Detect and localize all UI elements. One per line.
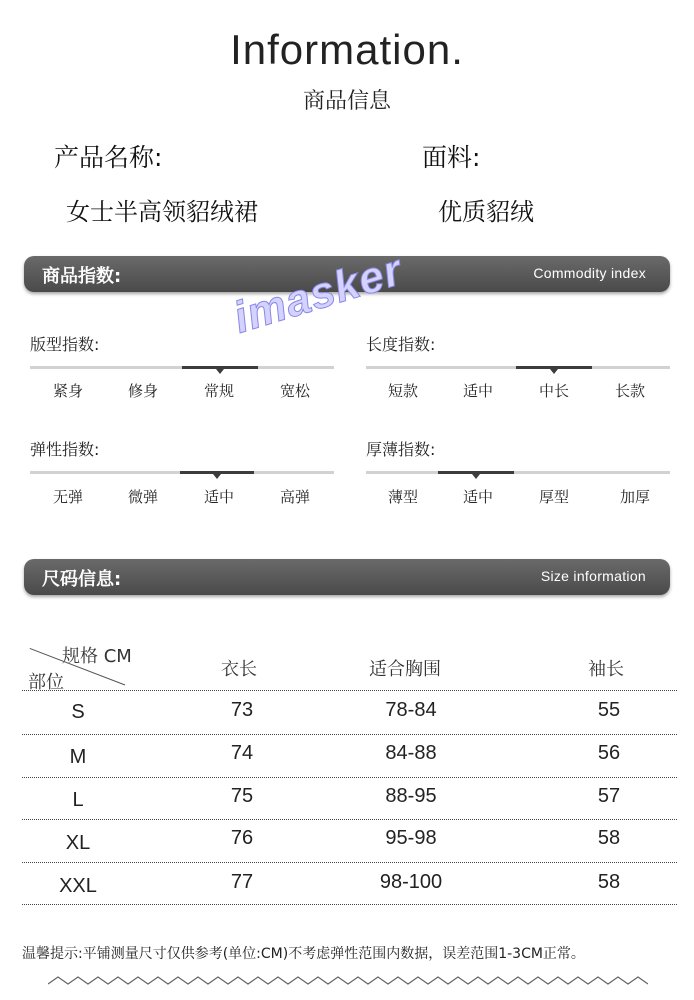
thickness-option: 加厚	[619, 488, 650, 506]
thickness-option-selected: 适中	[462, 488, 493, 506]
fit-option: 宽松	[279, 382, 310, 400]
size-information-bar	[24, 559, 670, 595]
size-information-title-en: Size information	[540, 568, 646, 584]
watermark-text: imasker	[228, 245, 409, 343]
elasticity-option: 无弹	[52, 488, 83, 506]
elasticity-option: 高弹	[279, 488, 310, 506]
table-cell: 74	[230, 742, 254, 764]
fit-index-label: 版型指数:	[30, 335, 100, 354]
elasticity-option-selected: 适中	[203, 488, 234, 506]
table-cell: 95-98	[385, 827, 437, 849]
fit-option: 修身	[127, 382, 158, 400]
table-cell: 58	[597, 871, 621, 893]
elasticity-index-label: 弹性指数:	[30, 440, 100, 459]
column-header-sleeve: 袖长	[588, 659, 624, 680]
table-cell: 58	[597, 827, 621, 849]
table-cell: 55	[597, 699, 621, 721]
thickness-index-caret	[472, 474, 480, 479]
size-label: XL	[65, 832, 91, 854]
column-header-length: 衣长	[221, 659, 257, 680]
thickness-index-scale	[366, 471, 670, 474]
elasticity-index-caret	[213, 474, 221, 479]
commodity-index-title: 商品指数:	[42, 266, 122, 287]
column-header-chest: 适合胸围	[369, 659, 441, 680]
fit-option: 紧身	[52, 382, 83, 400]
length-option: 适中	[462, 382, 493, 400]
table-cell: 75	[230, 785, 254, 807]
row-separator	[22, 904, 677, 905]
length-index-label: 长度指数:	[366, 335, 436, 354]
table-cell: 88-95	[385, 785, 437, 807]
row-separator	[22, 777, 677, 778]
length-option-selected: 中长	[538, 382, 569, 400]
thickness-option: 薄型	[387, 488, 418, 506]
table-cell: 56	[597, 742, 621, 764]
table-cell: 98-100	[379, 871, 443, 893]
row-separator	[22, 734, 677, 735]
table-corner-spec: 规格 CM	[62, 646, 132, 667]
length-index-caret	[550, 369, 558, 374]
row-separator	[22, 862, 677, 863]
elasticity-option: 微弹	[127, 488, 158, 506]
table-cell: 57	[597, 785, 621, 807]
row-separator	[22, 690, 677, 691]
thickness-index-label: 厚薄指数:	[366, 440, 436, 459]
page-title: Information.	[230, 26, 464, 73]
thickness-option: 厚型	[538, 488, 569, 506]
wave-divider	[48, 974, 648, 988]
fabric-value: 优质貂绒	[438, 198, 534, 226]
page-subtitle: 商品信息	[302, 89, 391, 114]
measurement-note: 温馨提示:平铺测量尺寸仅供参考(单位:CM)不考虑弹性范围内数据，误差范围1-3CM正常。	[22, 946, 585, 962]
row-separator	[22, 819, 677, 820]
product-name-label: 产品名称:	[54, 143, 163, 172]
size-label: L	[72, 789, 84, 811]
commodity-index-title-en: Commodity index	[533, 265, 646, 281]
table-cell: 77	[230, 871, 254, 893]
length-option: 长款	[614, 382, 645, 400]
product-name-value: 女士半高领貂绒裙	[66, 198, 258, 226]
fabric-label: 面料:	[422, 143, 481, 172]
fit-option-selected: 常规	[203, 382, 234, 400]
size-information-title: 尺码信息:	[42, 569, 122, 590]
size-label: S	[71, 701, 85, 723]
table-cell: 76	[230, 827, 254, 849]
fit-index-caret	[216, 369, 224, 374]
size-label: XXL	[59, 875, 97, 897]
table-cell: 73	[230, 699, 254, 721]
table-cell: 84-88	[385, 742, 437, 764]
table-cell: 78-84	[385, 699, 437, 721]
length-option: 短款	[387, 382, 418, 400]
size-label: M	[69, 746, 87, 768]
table-corner-part: 部位	[28, 672, 64, 693]
